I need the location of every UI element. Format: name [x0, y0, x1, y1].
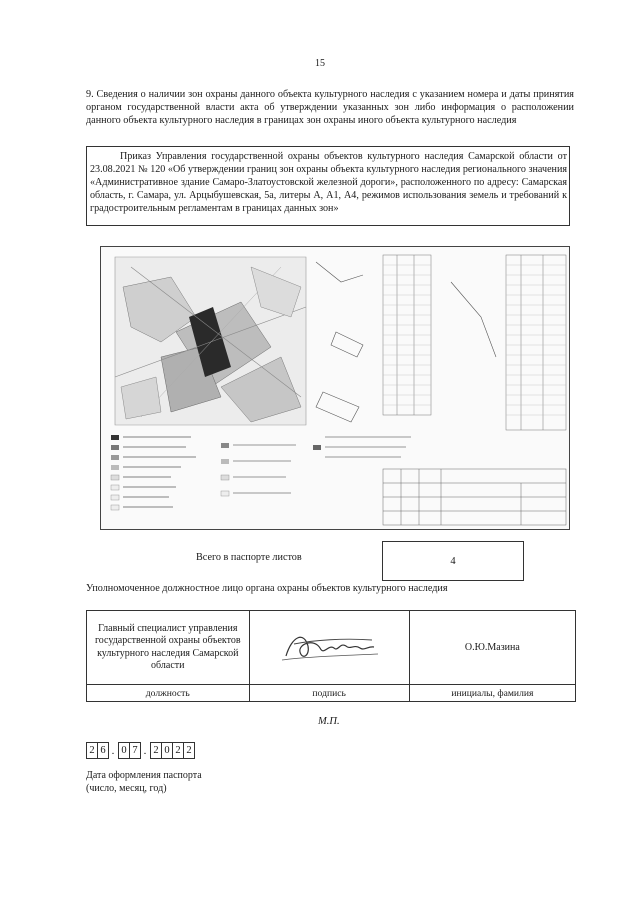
stamp-label: М.П. [318, 716, 340, 727]
sheets-count-box [382, 541, 524, 581]
signature-cell [249, 611, 409, 685]
signature-table [86, 610, 576, 702]
date-digit: 7 [129, 742, 141, 759]
date-separator: . [111, 744, 115, 757]
caption-position: должность [87, 685, 250, 702]
official-label: Уполномоченное должностное лицо органа охраны объектов культурного наследия [86, 583, 448, 594]
position-cell [87, 611, 250, 685]
date-caption [86, 769, 202, 795]
sheets-count-label: Всего в паспорте листов [196, 552, 302, 563]
order-reference-box [86, 146, 570, 226]
handwritten-signature [274, 626, 384, 666]
date-caption-line-2: (число, месяц, год) [86, 783, 167, 794]
zone-map-drawing [101, 247, 569, 529]
date-digit: 0 [118, 742, 130, 759]
sheets-count-value: 4 [450, 555, 456, 567]
map-area [115, 257, 306, 425]
section-heading: 9. Сведения о наличии зон охраны данного объекта культурного наследия с указанием номера и даты принятия органом государственной власти акта об утверждении указанных зон либо информация о расположении данного объекта культурного наследия в границах зон охраны иного объекта культурного наследия [86, 89, 574, 127]
date-digit: 2 [150, 742, 162, 759]
date-caption-line-1: Дата оформления паспорта [86, 770, 202, 781]
page-number: 15 [315, 58, 325, 69]
date-digit: 2 [172, 742, 184, 759]
date-digit: 2 [183, 742, 195, 759]
order-text: Приказ Управления государственной охраны объектов культурного наследия Самарской области от 23.08.2021 № 120 «Об утверждении границ зон охраны объекта культурного наследия регионального значения «Административное здание Самаро-Златоустовской железной дороги», расположенного по адресу: Самарская область, г. Самара, ул. Арцыбушевская, 5а, литеры А, А1, А4, режимов использования земель и требований к градостроительным регламентам в границах данных зон» [90, 151, 567, 214]
date-separator: . [143, 744, 147, 757]
date-digit: 2 [86, 742, 98, 759]
official-position: Главный специалист управления государственной охраны объектов культурного наследия Самарской области [94, 623, 241, 671]
date-digit: 0 [161, 742, 173, 759]
date-boxes [86, 742, 194, 759]
official-name: О.Ю.Мазина [464, 642, 520, 653]
zone-map-image [100, 246, 570, 530]
caption-name: инициалы, фамилия [409, 685, 575, 702]
caption-signature: подпись [249, 685, 409, 702]
date-digit: 6 [97, 742, 109, 759]
name-cell [409, 611, 575, 685]
